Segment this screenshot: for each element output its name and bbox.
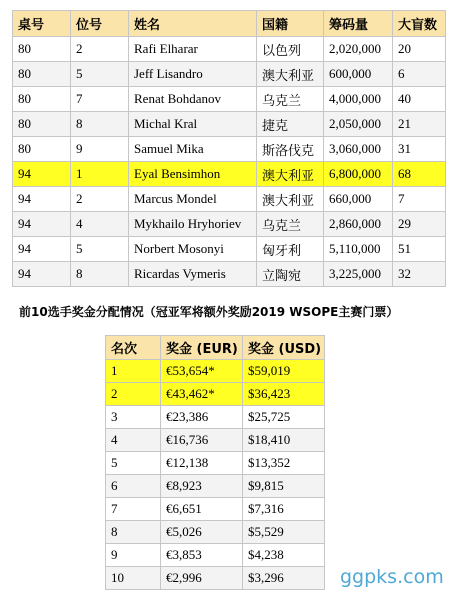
cell-prize-usd: $13,352 <box>243 452 325 475</box>
prize-row <box>106 406 325 429</box>
cell-table-no: 80 <box>13 87 71 112</box>
cell-player-name: Michal Kral <box>129 112 257 137</box>
cell-seat-no: 2 <box>71 37 129 62</box>
cell-prize-eur: €16,736 <box>161 429 243 452</box>
prize-row <box>106 567 325 590</box>
cell-place: 5 <box>106 452 161 475</box>
prize-table <box>105 335 325 590</box>
cell-seat-no: 7 <box>71 87 129 112</box>
header-prize-usd: 奖金 (USD) <box>243 336 325 360</box>
cell-chips: 6,800,000 <box>324 162 393 187</box>
cell-country: 澳大利亚 <box>257 62 324 87</box>
cell-chips: 4,000,000 <box>324 87 393 112</box>
cell-prize-eur: €6,651 <box>161 498 243 521</box>
prize-row <box>106 383 325 406</box>
cell-player-name: Renat Bohdanov <box>129 87 257 112</box>
cell-prize-eur: €53,654* <box>161 360 243 383</box>
player-row <box>13 87 446 112</box>
cell-table-no: 94 <box>13 237 71 262</box>
cell-seat-no: 2 <box>71 187 129 212</box>
cell-country: 乌克兰 <box>257 212 324 237</box>
header-country: 国籍 <box>257 11 324 37</box>
cell-place: 7 <box>106 498 161 521</box>
cell-player-name: Norbert Mosonyi <box>129 237 257 262</box>
player-row <box>13 112 446 137</box>
player-row <box>13 237 446 262</box>
cell-chips: 3,060,000 <box>324 137 393 162</box>
players-header-row <box>13 11 446 37</box>
prize-header-row <box>106 336 325 360</box>
cell-place: 9 <box>106 544 161 567</box>
cell-chips: 660,000 <box>324 187 393 212</box>
cell-prize-usd: $4,238 <box>243 544 325 567</box>
cell-seat-no: 1 <box>71 162 129 187</box>
player-row <box>13 212 446 237</box>
cell-country: 斯洛伐克 <box>257 137 324 162</box>
cell-prize-usd: $36,423 <box>243 383 325 406</box>
cell-player-name: Mykhailo Hryhoriev <box>129 212 257 237</box>
cell-prize-eur: €12,138 <box>161 452 243 475</box>
cell-place: 4 <box>106 429 161 452</box>
cell-table-no: 94 <box>13 262 71 287</box>
cell-country: 以色列 <box>257 37 324 62</box>
cell-chips: 3,225,000 <box>324 262 393 287</box>
cell-player-name: Rafi Elharar <box>129 37 257 62</box>
prize-row <box>106 498 325 521</box>
cell-prize-usd: $3,296 <box>243 567 325 590</box>
cell-chips: 2,860,000 <box>324 212 393 237</box>
cell-prize-eur: €5,026 <box>161 521 243 544</box>
cell-country: 澳大利亚 <box>257 162 324 187</box>
cell-country: 立陶宛 <box>257 262 324 287</box>
prize-title: 前10选手奖金分配情况（冠亚军将额外奖励2019 WSOPE主赛门票） <box>19 305 399 319</box>
player-row <box>13 262 446 287</box>
cell-big-blinds: 6 <box>393 62 446 87</box>
cell-country: 捷克 <box>257 112 324 137</box>
cell-chips: 600,000 <box>324 62 393 87</box>
cell-table-no: 80 <box>13 37 71 62</box>
header-seat-no: 位号 <box>71 11 129 37</box>
watermark: ggpks.com <box>340 566 444 588</box>
player-row <box>13 137 446 162</box>
cell-prize-eur: €8,923 <box>161 475 243 498</box>
cell-chips: 2,020,000 <box>324 37 393 62</box>
cell-player-name: Ricardas Vymeris <box>129 262 257 287</box>
prize-row <box>106 475 325 498</box>
prize-row <box>106 452 325 475</box>
cell-place: 2 <box>106 383 161 406</box>
cell-big-blinds: 21 <box>393 112 446 137</box>
cell-prize-usd: $59,019 <box>243 360 325 383</box>
player-row <box>13 62 446 87</box>
player-row <box>13 162 446 187</box>
cell-table-no: 94 <box>13 162 71 187</box>
cell-player-name: Jeff Lisandro <box>129 62 257 87</box>
header-big-blinds: 大盲数 <box>393 11 446 37</box>
cell-prize-eur: €2,996 <box>161 567 243 590</box>
cell-prize-usd: $7,316 <box>243 498 325 521</box>
cell-prize-eur: €3,853 <box>161 544 243 567</box>
cell-big-blinds: 20 <box>393 37 446 62</box>
player-row <box>13 37 446 62</box>
cell-big-blinds: 32 <box>393 262 446 287</box>
cell-prize-usd: $9,815 <box>243 475 325 498</box>
prize-row <box>106 360 325 383</box>
header-table-no: 桌号 <box>13 11 71 37</box>
cell-seat-no: 9 <box>71 137 129 162</box>
header-prize-eur: 奖金 (EUR) <box>161 336 243 360</box>
cell-big-blinds: 68 <box>393 162 446 187</box>
cell-big-blinds: 31 <box>393 137 446 162</box>
cell-player-name: Samuel Mika <box>129 137 257 162</box>
cell-place: 3 <box>106 406 161 429</box>
cell-chips: 2,050,000 <box>324 112 393 137</box>
cell-prize-usd: $5,529 <box>243 521 325 544</box>
cell-country: 匈牙利 <box>257 237 324 262</box>
cell-prize-usd: $25,725 <box>243 406 325 429</box>
cell-big-blinds: 29 <box>393 212 446 237</box>
players-table <box>12 10 446 287</box>
cell-place: 6 <box>106 475 161 498</box>
cell-table-no: 80 <box>13 112 71 137</box>
cell-seat-no: 8 <box>71 262 129 287</box>
player-row <box>13 187 446 212</box>
cell-table-no: 94 <box>13 187 71 212</box>
cell-seat-no: 5 <box>71 237 129 262</box>
cell-seat-no: 5 <box>71 62 129 87</box>
prize-row <box>106 544 325 567</box>
cell-table-no: 94 <box>13 212 71 237</box>
cell-big-blinds: 51 <box>393 237 446 262</box>
cell-place: 10 <box>106 567 161 590</box>
cell-place: 8 <box>106 521 161 544</box>
cell-country: 澳大利亚 <box>257 187 324 212</box>
prize-row <box>106 429 325 452</box>
cell-big-blinds: 7 <box>393 187 446 212</box>
cell-country: 乌克兰 <box>257 87 324 112</box>
cell-player-name: Marcus Mondel <box>129 187 257 212</box>
header-place: 名次 <box>106 336 161 360</box>
cell-player-name: Eyal Bensimhon <box>129 162 257 187</box>
cell-chips: 5,110,000 <box>324 237 393 262</box>
cell-place: 1 <box>106 360 161 383</box>
cell-seat-no: 8 <box>71 112 129 137</box>
prize-row <box>106 521 325 544</box>
header-chips: 筹码量 <box>324 11 393 37</box>
cell-table-no: 80 <box>13 62 71 87</box>
cell-prize-eur: €23,386 <box>161 406 243 429</box>
cell-prize-usd: $18,410 <box>243 429 325 452</box>
cell-table-no: 80 <box>13 137 71 162</box>
cell-big-blinds: 40 <box>393 87 446 112</box>
header-name: 姓名 <box>129 11 257 37</box>
cell-seat-no: 4 <box>71 212 129 237</box>
cell-prize-eur: €43,462* <box>161 383 243 406</box>
